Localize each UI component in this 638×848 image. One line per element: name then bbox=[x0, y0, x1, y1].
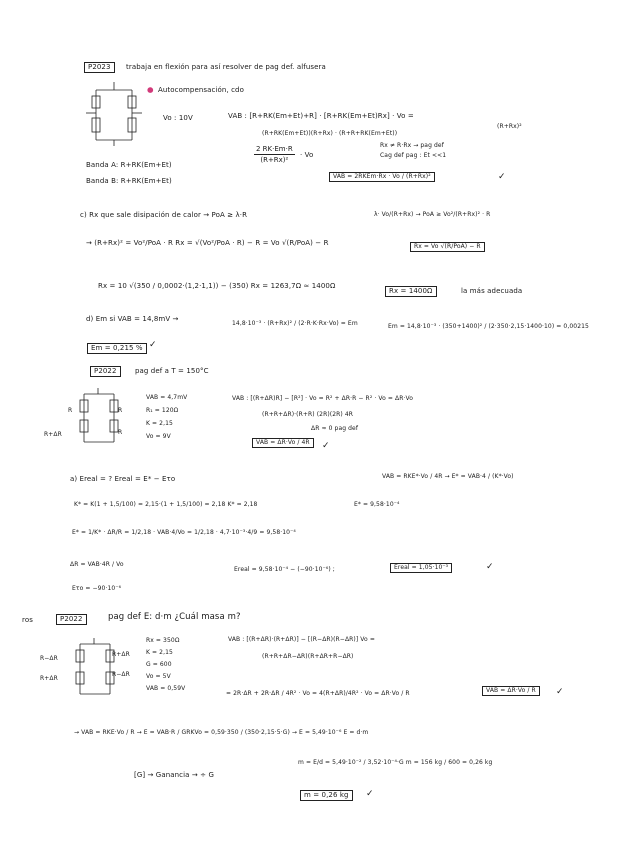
param-vo: Vo = 5V bbox=[146, 673, 171, 680]
param-k: K = 2,15 bbox=[146, 649, 173, 656]
note-et: Cag def pag : Et <<1 bbox=[380, 152, 447, 159]
banda-b: Banda B: R+RK(Em+Et) bbox=[86, 177, 172, 185]
vab-estar-relation: VAB = RKE*·Vo / 4R → E* = VAB·4 / (K*·Vo) bbox=[382, 473, 514, 480]
vo-factor: · Vo bbox=[300, 151, 314, 159]
mass-calculation: m = E/d = 5,49·10⁻² / 3,52·10⁻⁴·G m = 156 kg / 600 = 0,26 kg bbox=[298, 759, 493, 766]
bridge-circuit-diagram bbox=[52, 386, 134, 448]
boxed-vab-result: VAB = ΔR·Vo / 4R bbox=[252, 438, 314, 448]
fraction-denominator: (R+Rx)² bbox=[260, 156, 289, 164]
resistor-label: R bbox=[118, 407, 123, 414]
vab-denominator: (R+RK(Em+Et))(R+Rx) · (R+R+RK(Em+Et)) bbox=[262, 130, 398, 137]
approximation-note: ΔR ≈ 0 pag def bbox=[311, 425, 359, 432]
resistor-label: R bbox=[68, 407, 73, 414]
boxed-vab-result: VAB = 2RKEm·Rx · Vo / (R+Rx)² bbox=[329, 172, 435, 182]
boxed-rx-value: Rx = 1400Ω bbox=[385, 286, 437, 297]
check-mark-icon: ✓ bbox=[322, 441, 330, 451]
part-c-statement: c) Rx que sale disipación de calor → PoA ≥ λ·R bbox=[80, 211, 248, 219]
vab-fraction bbox=[254, 145, 295, 164]
problem-label-p2022: P2022 bbox=[56, 614, 87, 625]
boxed-mass-result: m = 0,26 kg bbox=[300, 790, 353, 801]
resistor-label: R−ΔR bbox=[112, 671, 130, 678]
problem-statement: trabaja en flexión para así resolver de pag def. alfusera bbox=[126, 63, 326, 71]
vab-denominator: (R+R+ΔR−ΔR)(R+ΔR+R−ΔR) bbox=[262, 653, 354, 660]
delta-r-expression: ΔR = VAB·4R / Vo bbox=[70, 561, 124, 568]
estar-calculation: E* = 1/K* · ΔR/R = 1/2,18 · VAB·4/Vo = 1/2,18 · 4,7·10⁻³·4/9 = 9,58·10⁻⁴ bbox=[72, 529, 296, 536]
em-calculation: Em = 14,8·10⁻³ · (350+1400)² / (2·350·2,15·1400·10) = 0,00215 bbox=[388, 323, 589, 330]
check-mark-icon: ✓ bbox=[366, 789, 374, 799]
em-formula: 14,8·10⁻³ · (R+Rx)² / (2·R·K·Rx·Vo) = Em bbox=[232, 320, 358, 327]
boxed-em-result: Em = 0,215 % bbox=[87, 343, 147, 354]
check-mark-icon: ✓ bbox=[149, 340, 157, 350]
vo-value: Vo : 10V bbox=[163, 114, 193, 122]
boxed-rx-formula: Rx = Vo √(R/PoA) − R bbox=[410, 242, 485, 252]
resistor-label: R+ΔR bbox=[112, 651, 130, 658]
boxed-vab-result: VAB = ΔR·Vo / R bbox=[482, 686, 540, 696]
vab-simplification: = 2R·ΔR + 2R·ΔR / 4R² · Vo = 4(R+ΔR)/4R² · Vo = ΔR·Vo / R bbox=[226, 690, 410, 697]
param-r1: R₁ = 120Ω bbox=[146, 407, 179, 414]
fraction-numerator: 2 RK·Em·R bbox=[256, 145, 293, 153]
margin-note: ros bbox=[22, 616, 33, 624]
vab-denominator: (R+R+ΔR)·(R+R) (2R)(2R) 4R bbox=[262, 411, 354, 418]
check-mark-icon: ✓ bbox=[556, 687, 564, 697]
problem-title: pag def E: d·m ¿Cuál masa m? bbox=[108, 612, 241, 622]
rx-note: la más adecuada bbox=[461, 287, 523, 295]
eto-value: Eτo = −90·10⁻⁶ bbox=[72, 585, 122, 592]
part-a-statement: a) Ereal = ? Ereal = E* − Eτo bbox=[70, 475, 176, 483]
banda-a: Banda A: R+RK(Em+Et) bbox=[86, 161, 172, 169]
vab-equation: VAB : [(R+ΔR)·(R+ΔR)] − [(R−ΔR)(R−ΔR)] Vo = bbox=[228, 636, 375, 643]
problem-label-p2022: P2022 bbox=[90, 366, 121, 377]
autocomp-note: Autocompensación, cdo bbox=[158, 86, 244, 94]
param-vo: Vo = 9V bbox=[146, 433, 171, 440]
param-k: K = 2,15 bbox=[146, 420, 173, 427]
rx-derivation: → (R+Rx)² = Vo²/PoA · R Rx = √(Vo²/PoA · R) − R = Vo √(R/PoA) − R bbox=[86, 239, 329, 247]
estar-value: E* = 9,58·10⁻⁴ bbox=[354, 501, 400, 508]
strain-chain-calculation: → VAB = RKE·Vo / R → E = VAB·R / GRKVo = 0,59·350 / (350·2,15·5·G) → E = 5,49·10⁻⁶ E = d·m bbox=[74, 729, 369, 736]
bridge-circuit-diagram bbox=[44, 636, 140, 700]
param-vab: VAB = 0,59V bbox=[146, 685, 186, 692]
problem-label-p2023: P2023 bbox=[84, 62, 115, 73]
vab-tail: (R+Rx)² bbox=[497, 123, 522, 130]
bridge-circuit-diagram bbox=[82, 80, 152, 150]
param-vab: VAB = 4,7mV bbox=[146, 394, 188, 401]
vab-equation: VAB : [R+RK(Em+Et)+R] · [R+RK(Em+Et)Rx] · Vo = bbox=[228, 112, 414, 120]
resistor-label: R+ΔR bbox=[44, 431, 62, 438]
problem-title: pag def a T = 150°C bbox=[135, 367, 209, 375]
note-rx: Rx ≠ R·Rx → pag def bbox=[380, 142, 444, 149]
resistor-label: R+ΔR bbox=[40, 675, 58, 682]
kstar-calculation: K* = K(1 + 1,5/100) = 2,15·(1 + 1,5/100) = 2,18 K* = 2,18 bbox=[74, 501, 258, 508]
gain-note: [G] → Ganancia → ÷ G bbox=[134, 771, 214, 779]
rx-calculation: Rx = 10 √(350 / 0,0002·(1,2·1,1)) − (350) Rx = 1263,7Ω ≃ 1400Ω bbox=[98, 282, 336, 290]
boxed-ereal-result: Ereal = 1,05·10⁻³ bbox=[390, 563, 452, 573]
ereal-calculation: Ereal = 9,58·10⁻⁴ − (−90·10⁻⁶) ; bbox=[234, 566, 335, 573]
vab-equation: VAB : [(R+ΔR)R] − [R²] · Vo = R² + ΔR·R − R² · Vo = ΔR·Vo bbox=[232, 395, 413, 402]
resistor-label: R bbox=[118, 429, 123, 436]
check-mark-icon: ✓ bbox=[486, 562, 494, 572]
part-d-statement: d) Em si VAB = 14,8mV → bbox=[86, 315, 179, 323]
resistor-label: R−ΔR bbox=[40, 655, 58, 662]
param-rx: Rx = 350Ω bbox=[146, 637, 180, 644]
check-mark-icon: ✓ bbox=[498, 172, 506, 182]
bullet-icon: ● bbox=[147, 85, 154, 94]
param-g: G = 600 bbox=[146, 661, 172, 668]
lambda-expression: λ· Vo/(R+Rx) → PoA ≥ Vo²/(R+Rx)² · R bbox=[374, 211, 491, 218]
